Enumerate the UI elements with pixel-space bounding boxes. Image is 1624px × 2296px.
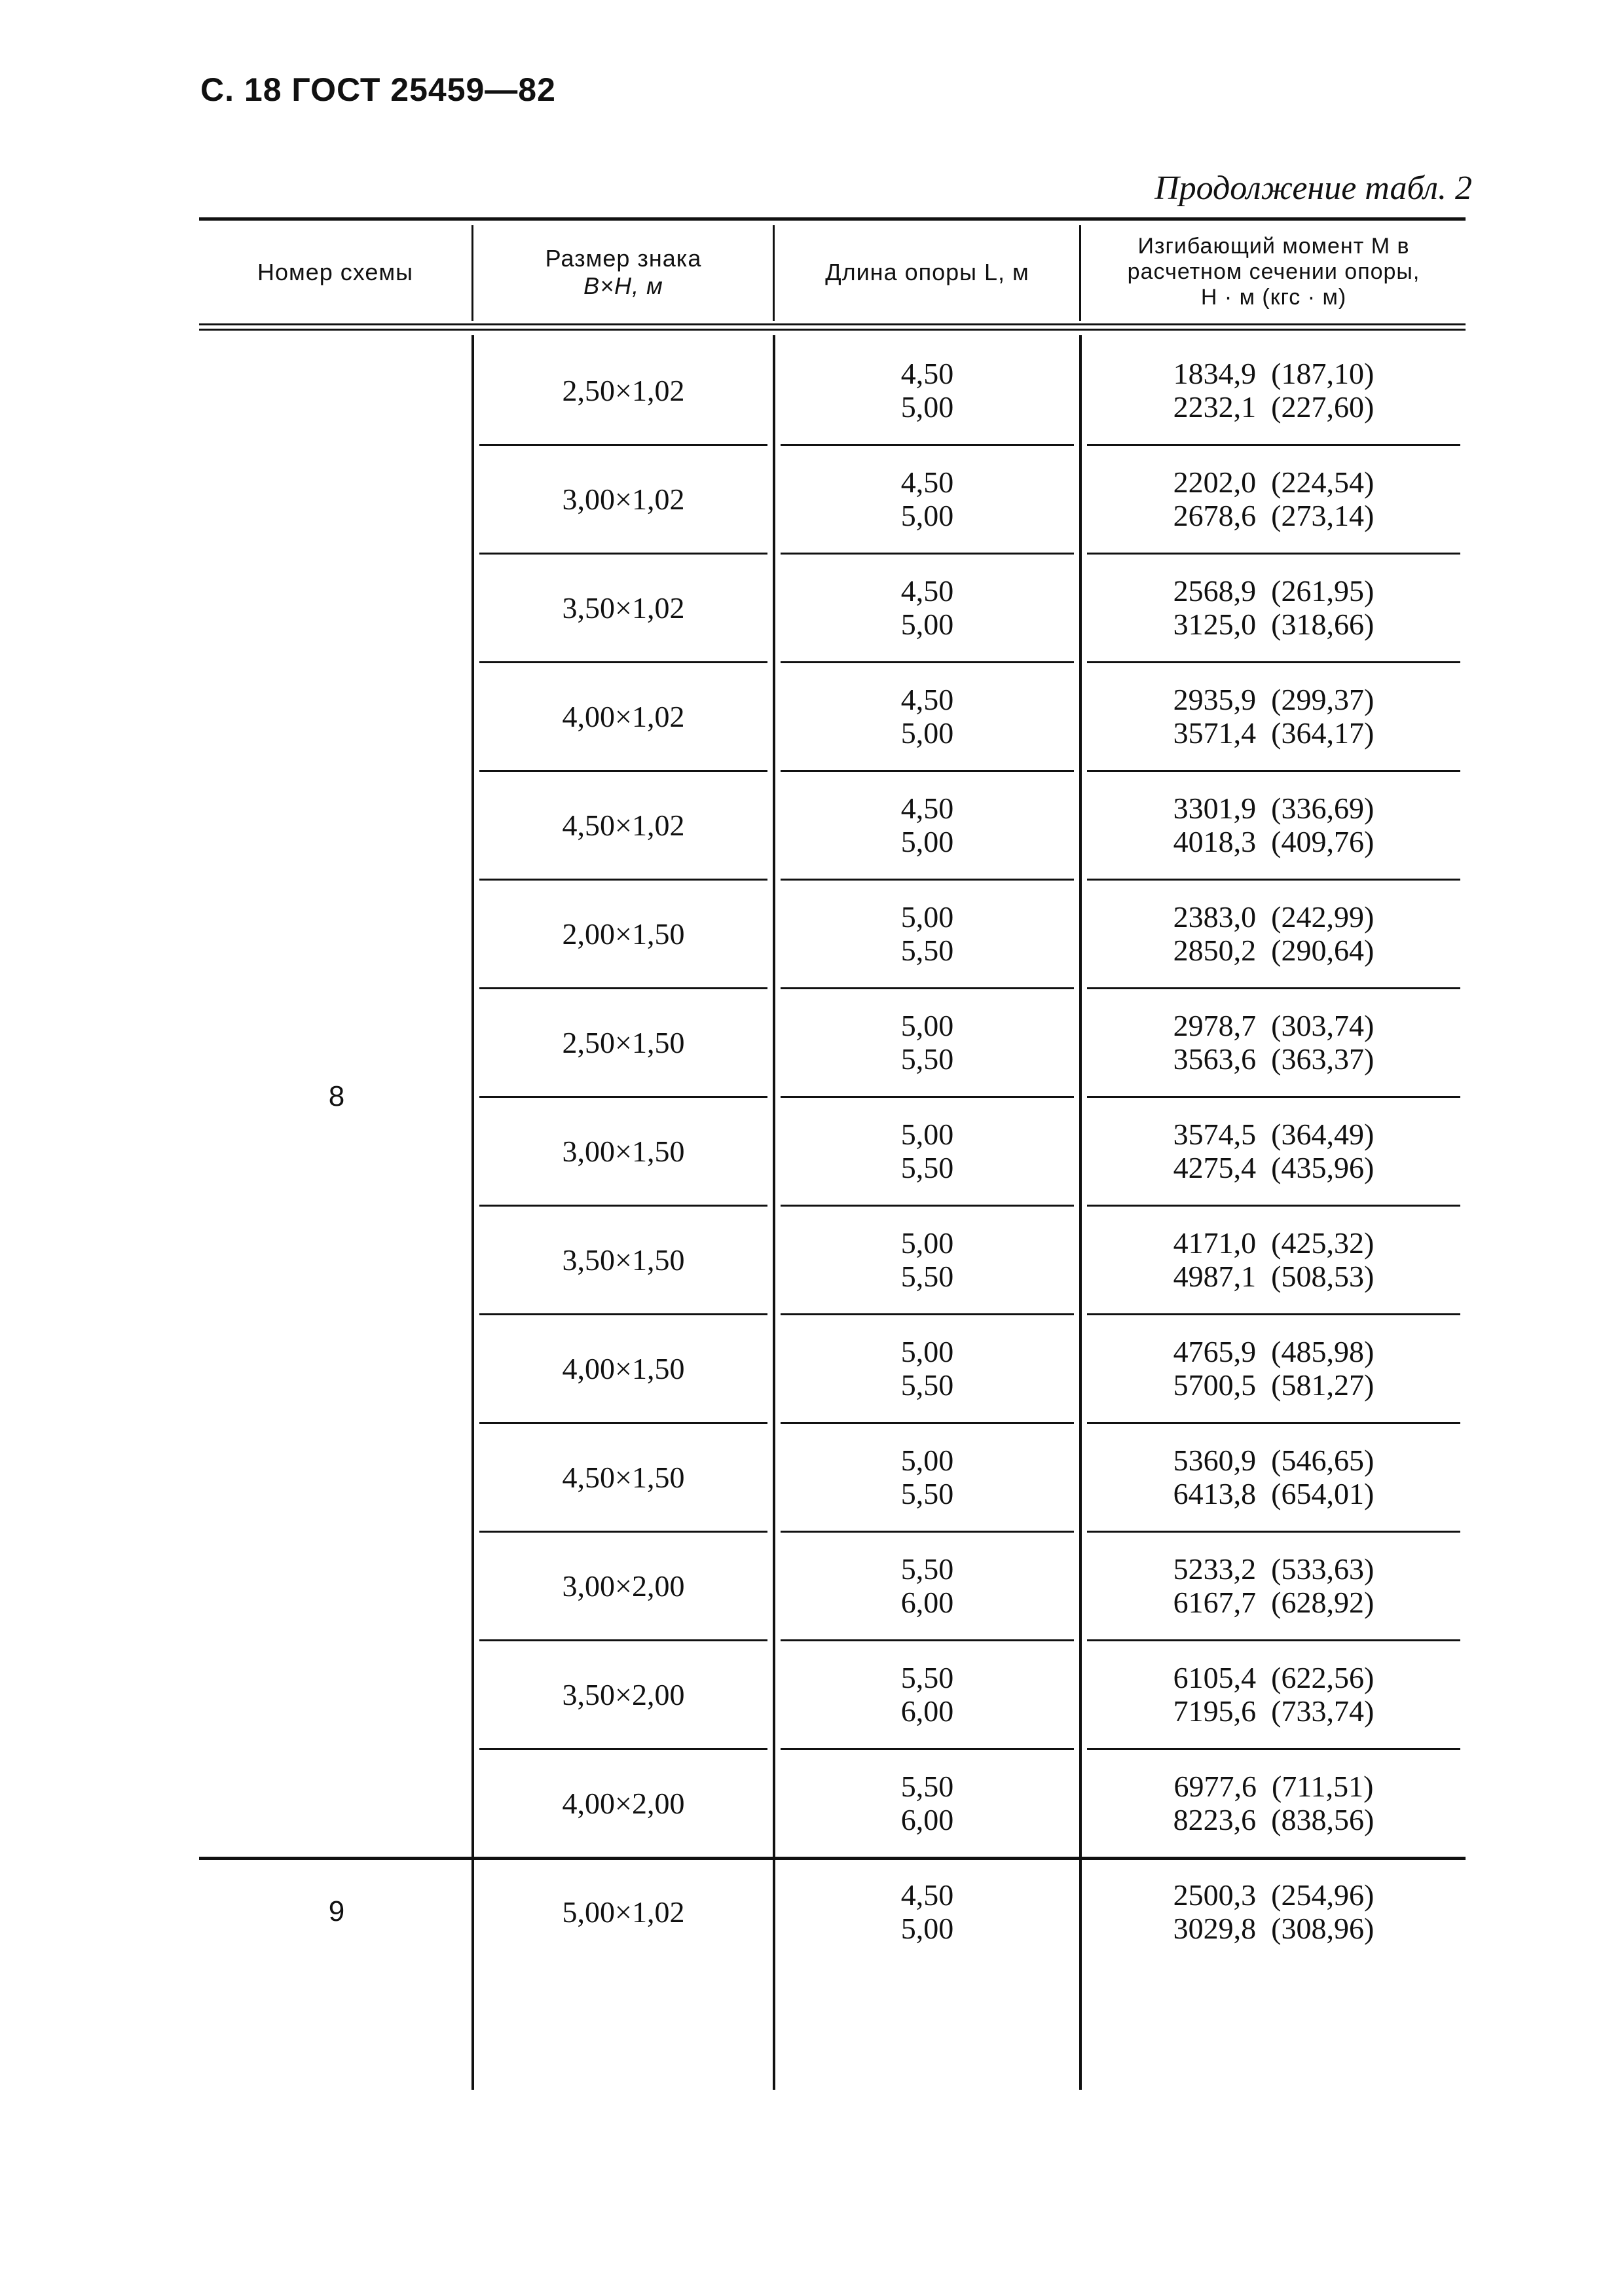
moment-value: 6413,8 (654,01) bbox=[1173, 1477, 1375, 1510]
size-value: 4,00×1,50 bbox=[562, 1351, 685, 1385]
length-cell bbox=[775, 1423, 1079, 1532]
length-value: 5,00 bbox=[900, 900, 954, 934]
moment-values bbox=[1173, 1336, 1375, 1402]
length-values bbox=[901, 1227, 954, 1293]
length-value: 5,00 bbox=[900, 1118, 954, 1152]
header-length bbox=[775, 221, 1079, 323]
size-value: 3,00×1,50 bbox=[562, 1134, 685, 1168]
moment-cell bbox=[1082, 1532, 1466, 1641]
moment-value: 2568,9 (261,95) bbox=[1173, 574, 1375, 608]
moment-value: 2978,7 (303,74) bbox=[1173, 1009, 1375, 1043]
length-values bbox=[901, 792, 954, 858]
moment-cell bbox=[1082, 554, 1466, 663]
size-cell bbox=[474, 771, 773, 880]
moment-value: 2383,0 (242,99) bbox=[1173, 900, 1375, 934]
size-value: 4,00×2,00 bbox=[562, 1786, 685, 1820]
length-values bbox=[901, 1553, 954, 1619]
header-moment-line1: Изгибающий момент M в bbox=[1137, 233, 1410, 259]
moment-value: 4275,4 (435,96) bbox=[1173, 1151, 1375, 1184]
size-value: 3,50×2,00 bbox=[562, 1677, 685, 1711]
moment-cell bbox=[1082, 1749, 1466, 1858]
moment-value: 6105,4 (622,56) bbox=[1173, 1661, 1375, 1695]
column-divider bbox=[471, 335, 474, 2090]
moment-value: 3571,4 (364,17) bbox=[1173, 716, 1375, 750]
header-moment bbox=[1082, 221, 1466, 323]
moment-cell bbox=[1082, 880, 1466, 989]
length-values bbox=[901, 1444, 954, 1510]
length-value: 5,00 bbox=[900, 1335, 954, 1369]
scheme-number: 8 bbox=[328, 1080, 345, 1112]
header-bottom-rule bbox=[199, 323, 1466, 325]
size-cell bbox=[474, 663, 773, 771]
size-value: 3,50×1,02 bbox=[562, 591, 685, 625]
size-value: 2,00×1,50 bbox=[562, 917, 685, 951]
moment-value: 4018,3 (409,76) bbox=[1173, 825, 1375, 858]
moment-value: 5233,2 (533,63) bbox=[1173, 1552, 1375, 1586]
moment-cell bbox=[1082, 445, 1466, 554]
size-cell bbox=[474, 989, 773, 1097]
moment-values bbox=[1173, 1010, 1375, 1076]
moment-value: 7195,6 (733,74) bbox=[1173, 1694, 1375, 1728]
length-values bbox=[901, 1770, 954, 1836]
header-moment-line2: расчетном сечении опоры, bbox=[1127, 259, 1420, 284]
length-value: 5,00 bbox=[900, 499, 954, 532]
moment-value: 5700,5 (581,27) bbox=[1173, 1368, 1375, 1402]
length-value: 5,00 bbox=[900, 1912, 954, 1945]
moment-cell bbox=[1082, 1423, 1466, 1532]
size-value: 3,00×2,00 bbox=[562, 1569, 685, 1603]
moment-cell bbox=[1082, 1206, 1466, 1315]
length-value: 5,00 bbox=[900, 716, 954, 750]
moment-value: 2232,1 (227,60) bbox=[1173, 390, 1375, 424]
moment-value: 2935,9 (299,37) bbox=[1173, 683, 1375, 717]
header-divider bbox=[1079, 225, 1081, 321]
length-value: 5,50 bbox=[900, 1552, 954, 1586]
length-value: 5,50 bbox=[900, 1042, 954, 1076]
length-values bbox=[901, 1118, 954, 1184]
header-scheme bbox=[199, 221, 471, 323]
moment-value: 2500,3 (254,96) bbox=[1173, 1878, 1375, 1912]
length-value: 5,50 bbox=[900, 1770, 954, 1804]
size-cell bbox=[474, 1532, 773, 1641]
length-value: 4,50 bbox=[900, 357, 954, 391]
length-value: 4,50 bbox=[900, 683, 954, 717]
length-values bbox=[901, 575, 954, 641]
length-value: 5,00 bbox=[900, 1226, 954, 1260]
size-cell bbox=[474, 1749, 773, 1858]
moment-values bbox=[1173, 1227, 1375, 1293]
moment-values bbox=[1173, 466, 1375, 532]
length-value: 4,50 bbox=[900, 574, 954, 608]
length-cell bbox=[775, 1858, 1079, 1967]
moment-value: 2678,6 (273,14) bbox=[1173, 499, 1375, 532]
length-cell bbox=[775, 1532, 1079, 1641]
length-cell bbox=[775, 337, 1079, 445]
size-cell bbox=[474, 554, 773, 663]
length-values bbox=[901, 1879, 954, 1945]
length-cell bbox=[775, 989, 1079, 1097]
length-value: 5,50 bbox=[900, 934, 954, 967]
scheme-number: 9 bbox=[328, 1895, 345, 1927]
moment-value: 3125,0 (318,66) bbox=[1173, 608, 1375, 641]
size-cell bbox=[474, 1206, 773, 1315]
length-value: 6,00 bbox=[900, 1586, 954, 1619]
moment-cell bbox=[1082, 337, 1466, 445]
length-value: 6,00 bbox=[900, 1803, 954, 1836]
moment-values bbox=[1173, 1662, 1375, 1728]
length-cell bbox=[775, 554, 1079, 663]
length-cell bbox=[775, 1749, 1079, 1858]
length-value: 5,50 bbox=[900, 1151, 954, 1184]
length-value: 6,00 bbox=[900, 1694, 954, 1728]
length-value: 4,50 bbox=[900, 792, 954, 826]
length-value: 4,50 bbox=[900, 465, 954, 500]
moment-values bbox=[1173, 792, 1375, 858]
length-cell bbox=[775, 1097, 1079, 1206]
moment-cell bbox=[1082, 1641, 1466, 1749]
length-value: 5,50 bbox=[900, 1260, 954, 1293]
moment-cell bbox=[1082, 1858, 1466, 1967]
length-values bbox=[901, 1336, 954, 1402]
column-divider bbox=[773, 335, 775, 2090]
length-values bbox=[901, 466, 954, 532]
table-continuation-caption: Продолжение табл. 2 bbox=[1154, 170, 1472, 207]
size-value: 3,50×1,50 bbox=[562, 1243, 685, 1277]
size-cell bbox=[474, 1858, 773, 1967]
length-cell bbox=[775, 880, 1079, 989]
moment-values bbox=[1173, 1118, 1375, 1184]
size-cell bbox=[474, 1097, 773, 1206]
header-size-line1: Размер знака bbox=[545, 245, 702, 272]
moment-value: 4765,9 (485,98) bbox=[1173, 1335, 1375, 1369]
moment-value: 8223,6 (838,56) bbox=[1173, 1803, 1375, 1836]
length-values bbox=[901, 901, 954, 967]
moment-cell bbox=[1082, 1097, 1466, 1206]
moment-value: 4987,1 (508,53) bbox=[1173, 1260, 1375, 1293]
length-cell bbox=[775, 445, 1079, 554]
moment-value: 5360,9 (546,65) bbox=[1173, 1444, 1375, 1478]
header-length-label: Длина опоры L, м bbox=[825, 258, 1029, 285]
header-divider bbox=[471, 225, 473, 321]
size-value: 4,50×1,02 bbox=[562, 808, 685, 842]
size-value: 2,50×1,50 bbox=[562, 1025, 685, 1059]
length-value: 4,50 bbox=[900, 1878, 954, 1912]
length-value: 5,50 bbox=[900, 1368, 954, 1402]
size-value: 3,00×1,02 bbox=[562, 482, 685, 516]
moment-value: 3574,5 (364,49) bbox=[1173, 1118, 1375, 1152]
size-cell bbox=[474, 1315, 773, 1423]
size-cell bbox=[474, 1641, 773, 1749]
moment-values bbox=[1173, 1553, 1375, 1619]
size-cell bbox=[474, 880, 773, 989]
length-values bbox=[901, 1662, 954, 1728]
size-cell bbox=[474, 1423, 773, 1532]
moment-values bbox=[1173, 1770, 1375, 1836]
moment-cell bbox=[1082, 1315, 1466, 1423]
length-value: 5,50 bbox=[900, 1477, 954, 1510]
size-cell bbox=[474, 445, 773, 554]
length-cell bbox=[775, 1641, 1079, 1749]
length-cell bbox=[775, 1315, 1079, 1423]
header-size bbox=[474, 221, 773, 323]
length-values bbox=[901, 357, 954, 424]
moment-value: 2850,2 (290,64) bbox=[1173, 934, 1375, 967]
size-cell bbox=[474, 337, 773, 445]
moment-cell bbox=[1082, 989, 1466, 1097]
length-value: 5,00 bbox=[900, 390, 954, 424]
size-value: 5,00×1,02 bbox=[562, 1895, 685, 1929]
size-value: 2,50×1,02 bbox=[562, 373, 685, 407]
moment-values bbox=[1173, 901, 1375, 967]
size-value: 4,00×1,02 bbox=[562, 699, 685, 733]
moment-value: 6167,7 (628,92) bbox=[1173, 1586, 1375, 1619]
moment-values bbox=[1173, 683, 1375, 750]
length-cell bbox=[775, 1206, 1079, 1315]
header-moment-line3: Н · м (кгс · м) bbox=[1200, 285, 1347, 310]
column-divider bbox=[1079, 335, 1082, 2090]
header-size-line2: B×H, м bbox=[583, 272, 663, 299]
moment-values bbox=[1173, 1444, 1375, 1510]
length-value: 5,00 bbox=[900, 825, 954, 858]
moment-value: 6977,6 (711,51) bbox=[1173, 1770, 1374, 1804]
moment-value: 3563,6 (363,37) bbox=[1173, 1042, 1375, 1076]
moment-value: 3029,8 (308,96) bbox=[1173, 1912, 1375, 1945]
length-value: 5,00 bbox=[900, 1444, 954, 1478]
header-divider bbox=[773, 225, 775, 321]
length-value: 5,00 bbox=[900, 608, 954, 641]
length-values bbox=[901, 1010, 954, 1076]
moment-values bbox=[1173, 357, 1375, 424]
moment-cell bbox=[1082, 771, 1466, 880]
moment-value: 1834,9 (187,10) bbox=[1173, 357, 1375, 391]
header-bottom-rule bbox=[199, 329, 1466, 331]
length-values bbox=[901, 683, 954, 750]
header-scheme-label: Номер схемы bbox=[257, 258, 414, 285]
length-value: 5,50 bbox=[900, 1661, 954, 1695]
length-value: 5,00 bbox=[900, 1009, 954, 1043]
moment-values bbox=[1173, 575, 1375, 641]
moment-cell bbox=[1082, 663, 1466, 771]
size-value: 4,50×1,50 bbox=[562, 1460, 685, 1494]
length-cell bbox=[775, 771, 1079, 880]
moment-values bbox=[1173, 1879, 1375, 1945]
page-header: С. 18 ГОСТ 25459—82 bbox=[200, 71, 556, 108]
moment-value: 3301,9 (336,69) bbox=[1173, 792, 1375, 826]
moment-value: 4171,0 (425,32) bbox=[1173, 1226, 1375, 1260]
moment-value: 2202,0 (224,54) bbox=[1173, 465, 1375, 500]
length-cell bbox=[775, 663, 1079, 771]
